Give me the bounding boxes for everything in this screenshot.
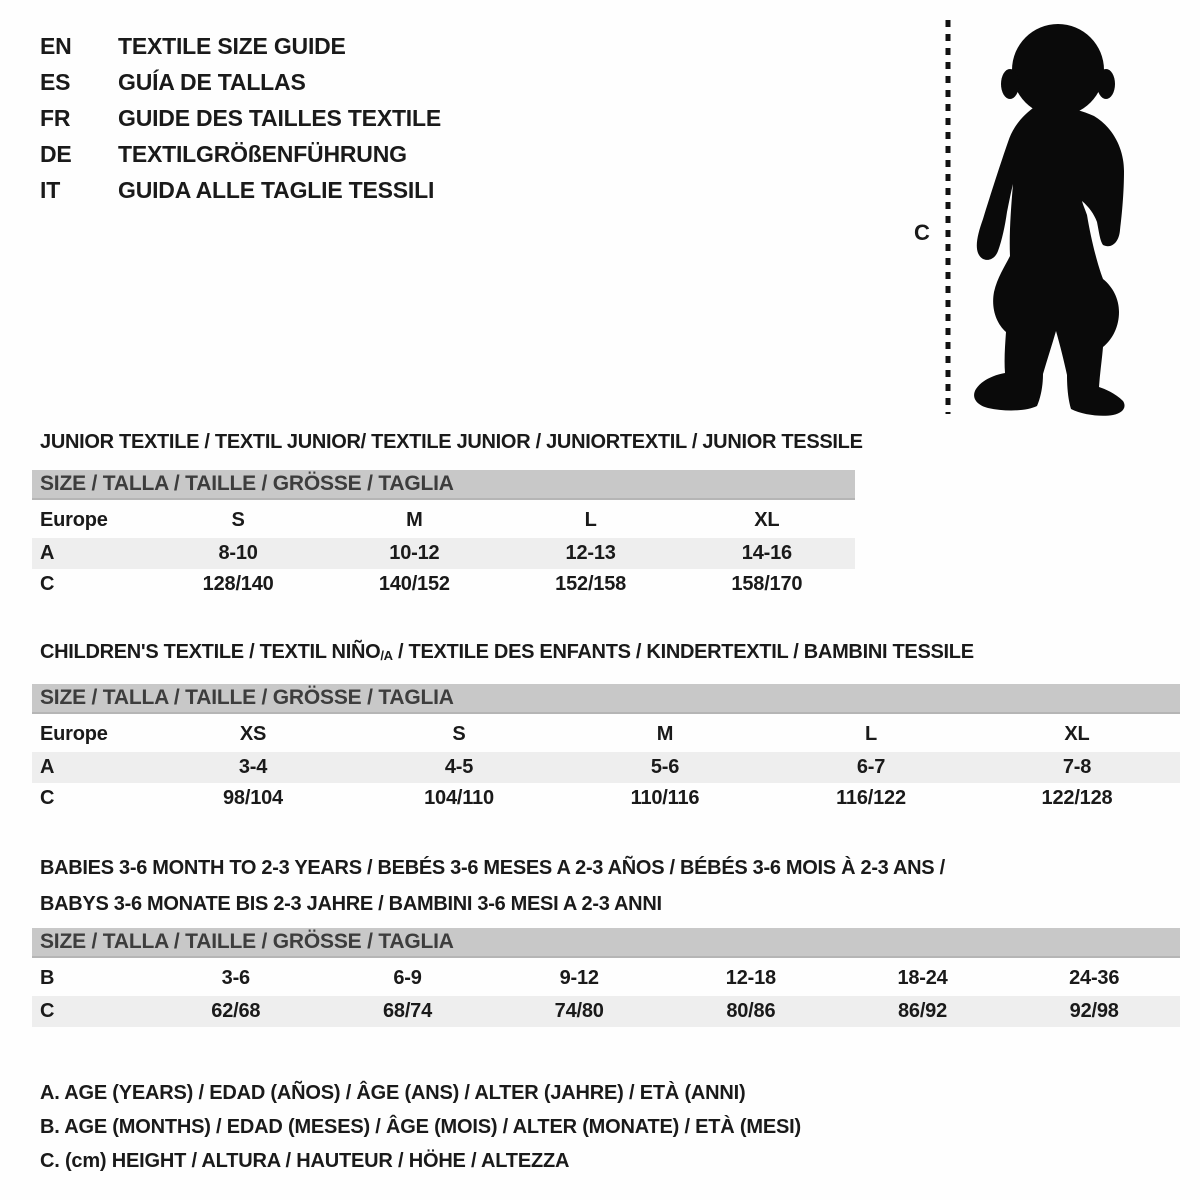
value-cell: 12-13 <box>565 542 616 564</box>
value-cell: S <box>231 509 245 531</box>
baby-silhouette-icon <box>896 8 1156 420</box>
language-code: FR <box>40 104 71 131</box>
row-label: A <box>40 756 55 778</box>
value-cell: 10-12 <box>389 542 440 564</box>
value-cell: 4-5 <box>444 756 474 778</box>
size-table-children <box>32 640 1180 814</box>
value-cell: 68/74 <box>382 1000 433 1022</box>
value-cell: 98/104 <box>223 787 283 809</box>
language-code: EN <box>40 32 72 59</box>
table-row <box>32 783 1180 814</box>
table-title <box>40 892 1180 916</box>
value-cell: 18-24 <box>897 967 948 989</box>
value-cell: 86/92 <box>897 1000 948 1022</box>
guide-title-it: GUIDA ALLE TAGLIE TESSILI <box>118 176 435 203</box>
value-cell: L <box>864 723 878 745</box>
value-cell: 110/116 <box>630 787 700 809</box>
value-cell: 122/128 <box>1041 787 1113 809</box>
value-cell: L <box>584 509 597 531</box>
size-table-babies <box>32 856 1180 1027</box>
value-cell: 80/86 <box>726 1000 776 1022</box>
table-row <box>32 996 1180 1027</box>
language-row <box>40 100 441 136</box>
value-cell: 116/122 <box>836 787 906 809</box>
value-cell: M <box>406 509 423 531</box>
legend <box>40 1076 801 1178</box>
row-label: A <box>40 542 55 564</box>
guide-title-es: GUÍA DE TALLAS <box>118 68 306 95</box>
size-table-junior <box>32 430 863 600</box>
language-title-list <box>40 28 441 208</box>
value-cell: 3-6 <box>221 967 250 989</box>
size-header-band: SIZE / TALLA / TAILLE / GRÖSSE / TAGLIA <box>32 684 1180 714</box>
value-cell: 12-18 <box>725 967 776 989</box>
value-cell: 140/152 <box>378 573 450 595</box>
guide-title-de: TEXTILGRÖßENFÜHRUNG <box>118 140 407 167</box>
value-cell: XL <box>754 509 780 531</box>
table-row <box>32 961 1180 996</box>
value-cell: XL <box>1064 723 1090 745</box>
value-cell: 14-16 <box>741 542 792 564</box>
value-cell: XS <box>239 723 267 745</box>
value-cell: 104/110 <box>424 787 494 809</box>
row-label: C <box>40 573 55 595</box>
table-title-segment: / TEXTILE DES ENFANTS / KINDERTEXTIL / BAMBINI TESSILE <box>392 641 974 663</box>
table-title-segment: CHILDREN'S TEXTILE / TEXTIL NIÑO <box>40 641 381 663</box>
value-cell: 6-7 <box>856 756 886 778</box>
table-row <box>32 503 855 538</box>
table-row <box>32 752 1180 783</box>
guide-title-fr: GUIDE DES TAILLES TEXTILE <box>118 104 441 131</box>
guide-title-en: TEXTILE SIZE GUIDE <box>118 32 346 59</box>
row-label: Europe <box>40 723 108 745</box>
value-cell: 3-4 <box>238 756 268 778</box>
table-row <box>32 538 855 569</box>
table-row <box>32 717 1180 752</box>
legend-line: C. (cm) HEIGHT / ALTURA / HAUTEUR / HÖHE / ALTEZZA <box>40 1150 570 1172</box>
value-cell: 6-9 <box>393 967 422 989</box>
size-header-band: SIZE / TALLA / TAILLE / GRÖSSE / TAGLIA <box>32 470 855 500</box>
language-row <box>40 136 441 172</box>
value-cell: 7-8 <box>1062 756 1092 778</box>
table-row <box>32 569 855 600</box>
language-code: ES <box>40 68 71 95</box>
table-title-segment: BABYS 3-6 MONATE BIS 2-3 JAHRE / BAMBINI 3-6 MESI A 2-3 ANNI <box>40 893 662 915</box>
value-cell: 5-6 <box>650 756 680 778</box>
value-cell: 24-36 <box>1069 967 1120 989</box>
value-cell: 152/158 <box>555 573 627 595</box>
table-title-segment: BABIES 3-6 MONTH TO 2-3 YEARS / BEBÉS 3-6 MESES A 2-3 AÑOS / BÉBÉS 3-6 MOIS À 2-3 ANS / <box>40 857 945 879</box>
language-row <box>40 28 441 64</box>
language-row <box>40 64 441 100</box>
table-title <box>40 856 1180 880</box>
row-label: C <box>40 787 55 809</box>
language-code: DE <box>40 140 72 167</box>
value-cell: 9-12 <box>559 967 599 989</box>
table-title <box>40 640 1180 668</box>
size-header-band: SIZE / TALLA / TAILLE / GRÖSSE / TAGLIA <box>32 928 1180 958</box>
height-measure-label: C <box>914 220 930 245</box>
row-label: C <box>40 1000 55 1022</box>
language-row <box>40 172 441 208</box>
value-cell: 62/68 <box>211 1000 261 1022</box>
legend-line: B. AGE (MONTHS) / EDAD (MESES) / ÂGE (MOIS) / ALTER (MONATE) / ETÀ (MESI) <box>40 1116 801 1138</box>
table-title-segment: JUNIOR TEXTILE / TEXTIL JUNIOR/ TEXTILE JUNIOR / JUNIORTEXTIL / JUNIOR TESSILE <box>40 431 863 453</box>
value-cell: 128/140 <box>202 573 274 595</box>
value-cell: M <box>656 723 674 745</box>
value-cell: 74/80 <box>554 1000 604 1022</box>
value-cell: 8-10 <box>218 542 258 564</box>
legend-line: A. AGE (YEARS) / EDAD (AÑOS) / ÂGE (ANS) / ALTER (JAHRE) / ETÀ (ANNI) <box>40 1082 746 1104</box>
row-label: B <box>40 967 55 989</box>
value-cell: 92/98 <box>1069 1000 1119 1022</box>
value-cell: S <box>452 723 466 745</box>
value-cell: 158/170 <box>731 573 803 595</box>
table-title <box>40 430 863 454</box>
row-label: Europe <box>40 509 108 531</box>
table-title-segment: /A <box>380 648 393 663</box>
language-code: IT <box>40 176 61 203</box>
